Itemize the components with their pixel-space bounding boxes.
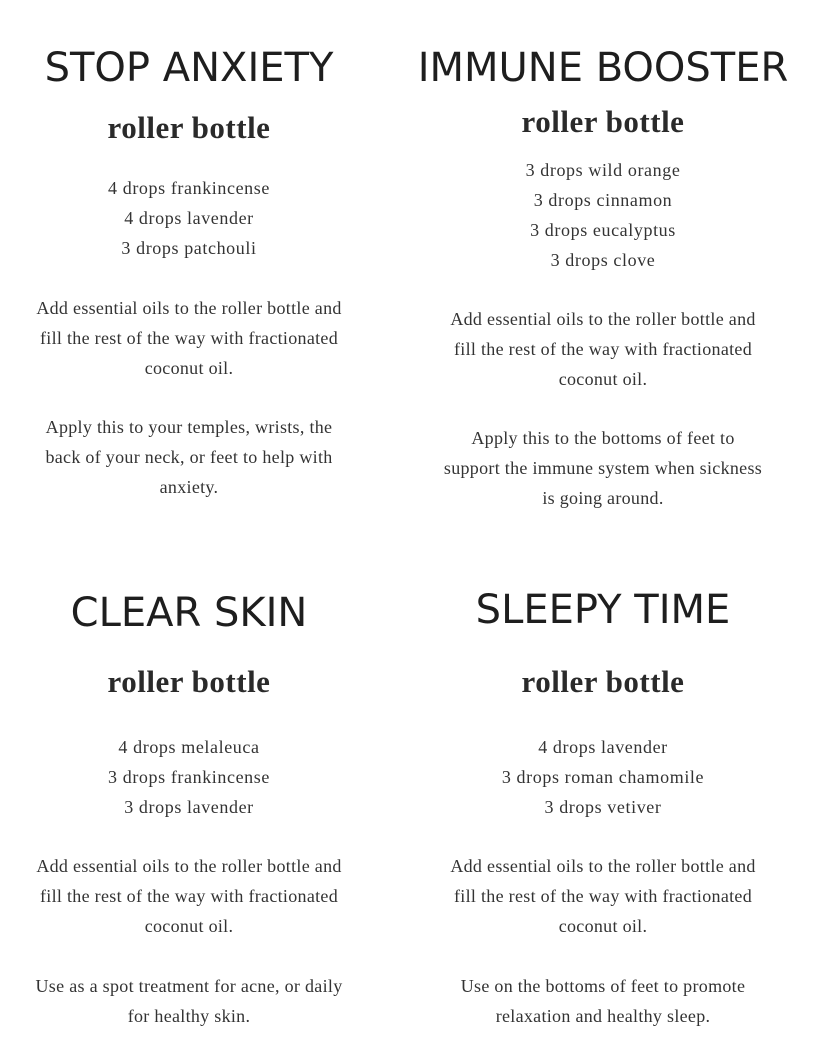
instructions-line: Add essential oils to the roller bottle and (450, 856, 756, 876)
ingredient-item: 3 drops lavender (124, 797, 254, 817)
recipe-title: CLEAR SKIN (70, 590, 308, 636)
instructions-line: Add essential oils to the roller bottle and (36, 298, 342, 318)
usage-line: anxiety. (159, 477, 219, 497)
ingredient-item: 3 drops patchouli (121, 238, 257, 258)
ingredient-item: 4 drops lavender (538, 737, 668, 757)
ingredient-list (0, 732, 378, 822)
ingredient-item: 4 drops melaleuca (118, 737, 260, 757)
ingredient-item: 3 drops wild orange (525, 160, 681, 180)
instructions-line: fill the rest of the way with fractionated (40, 886, 338, 906)
instructions-line: fill the rest of the way with fractionated (40, 328, 338, 348)
ingredient-item: 4 drops frankincense (108, 178, 270, 198)
ingredient-item: 4 drops lavender (124, 208, 254, 228)
instructions-line: coconut oil. (144, 358, 234, 378)
recipe-title: STOP ANXIETY (44, 45, 334, 91)
recipe-subtitle: roller bottle (521, 104, 685, 139)
instructions-line: Add essential oils to the roller bottle and (450, 309, 756, 329)
usage-line: is going around. (542, 488, 664, 508)
usage-line: relaxation and healthy sleep. (495, 1006, 711, 1026)
instructions-line: coconut oil. (558, 916, 648, 936)
recipe-subtitle: roller bottle (521, 664, 685, 699)
recipe-subtitle: roller bottle (107, 110, 271, 145)
ingredient-item: 3 drops roman chamomile (501, 767, 705, 787)
usage-line: for healthy skin. (127, 1006, 251, 1026)
usage-paragraph (0, 971, 378, 1031)
instructions-line: Add essential oils to the roller bottle and (36, 856, 342, 876)
recipe-title: IMMUNE BOOSTER (417, 45, 789, 91)
ingredient-item: 3 drops frankincense (108, 767, 270, 787)
ingredient-item: 3 drops clove (550, 250, 656, 270)
usage-line: support the immune system when sickness (443, 458, 763, 478)
instructions-line: fill the rest of the way with fractionated (454, 339, 752, 359)
recipe-card-sleepy-time (408, 0, 798, 1056)
ingredient-item: 3 drops cinnamon (533, 190, 673, 210)
recipe-subtitle: roller bottle (107, 664, 271, 699)
ingredient-item: 3 drops eucalyptus (530, 220, 676, 240)
ingredient-item: 3 drops vetiver (544, 797, 662, 817)
usage-line: Apply this to the bottoms of feet to (471, 428, 735, 448)
usage-line: back of your neck, or feet to help with (45, 447, 333, 467)
usage-paragraph (408, 971, 798, 1031)
usage-line: Apply this to your temples, wrists, the (45, 417, 333, 437)
ingredient-list (408, 732, 798, 822)
usage-line: Use as a spot treatment for acne, or daily (35, 976, 343, 996)
instructions-line: coconut oil. (144, 916, 234, 936)
instructions-paragraph (0, 851, 378, 941)
recipe-card-clear-skin (0, 0, 378, 1056)
instructions-paragraph (408, 851, 798, 941)
instructions-line: fill the rest of the way with fractionated (454, 886, 752, 906)
usage-line: Use on the bottoms of feet to promote (460, 976, 746, 996)
instructions-line: coconut oil. (558, 369, 648, 389)
recipe-title: SLEEPY TIME (475, 587, 731, 633)
